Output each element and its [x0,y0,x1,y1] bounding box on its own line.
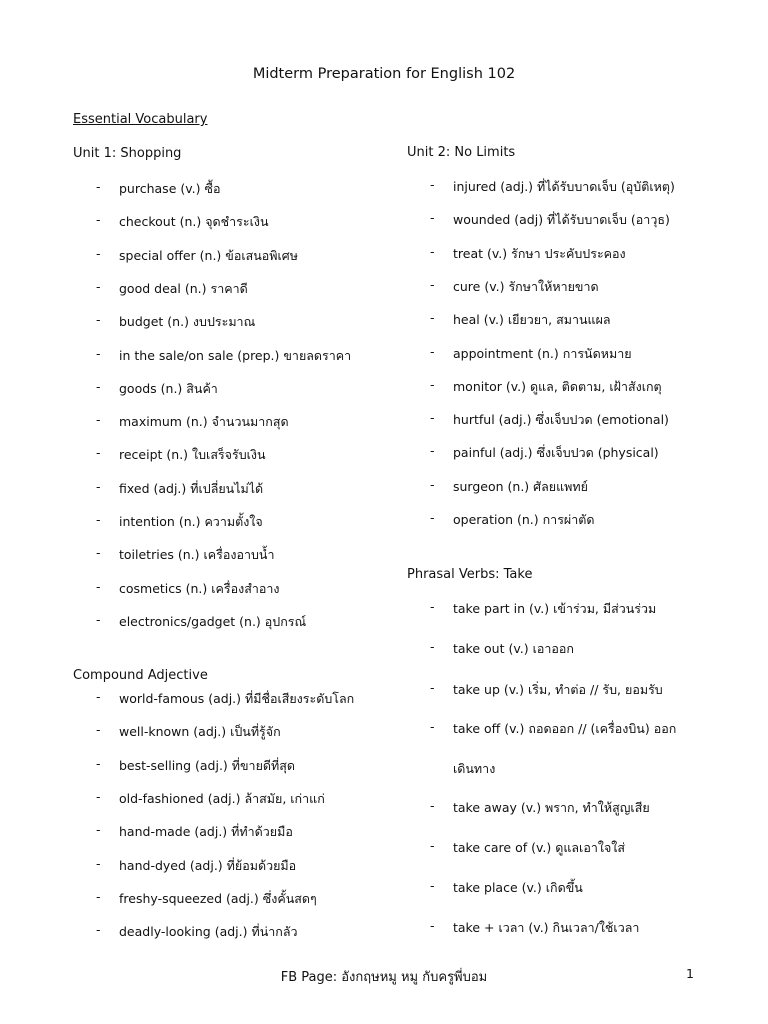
bullet-dash: - [96,788,101,804]
list-item-text: take care of (v.) ดูแลเอาใจใส่ [453,840,626,855]
bullet-dash: - [430,719,435,734]
bullet-dash: - [430,443,435,459]
bullet-dash: - [96,179,101,194]
list-item-text: surgeon (n.) ศัลยแพทย์ [453,478,588,494]
list-item-text: freshy-squeezed (adj.) ซึ่งคั้นสดๆ [119,890,317,906]
bullet-dash: - [96,478,101,494]
bullet-dash: - [430,680,435,695]
bullet-dash: - [430,310,435,326]
compound-heading: Compound Adjective [73,668,208,683]
bullet-dash: - [96,689,101,704]
bullet-dash: - [430,599,435,614]
list-item-text: purchase (v.) ซื้อ [119,181,221,196]
list-item-text: electronics/gadget (n.) อุปกรณ์ [119,613,307,629]
list-item-text: deadly-looking (adj.) ที่น่ากลัว [119,924,298,940]
list-item-text: fixed (adj.) ที่เปลี่ยนไม่ได้ [119,480,264,496]
list-item-text: good deal (n.) ราคาดี [119,280,248,296]
bullet-dash: - [430,510,435,525]
list-item-text: take away (v.) พราก, ทำให้สูญเสีย [453,800,650,815]
list-item-text: appointment (n.) การนัดหมาย [453,345,632,361]
list-item-text: wounded (adj) ที่ได้รับบาดเจ็บ (อาวุธ) [453,212,670,228]
bullet-dash: - [96,888,101,904]
bullet-dash: - [96,378,101,394]
bullet-dash: - [96,245,101,261]
bullet-dash: - [96,855,101,871]
bullet-dash: - [430,798,435,813]
list-item-continuation: เดินทาง [453,761,496,776]
list-item-text: best-selling (adj.) ที่ขายดีที่สุด [119,757,296,773]
list-item-text: hand-made (adj.) ที่ทำด้วยมือ [119,824,293,840]
section-heading: Essential Vocabulary [73,112,208,127]
bullet-dash: - [96,212,101,228]
list-item-text: checkout (n.) จุดชำระเงิน [119,214,269,230]
list-item-text: treat (v.) รักษา ประคับประคอง [453,245,626,261]
bullet-dash: - [96,722,101,738]
list-item-text: monitor (v.) ดูแล, ติดตาม, เฝ้าสังเกตุ [453,378,662,394]
bullet-dash: - [96,278,101,294]
bullet-dash: - [96,755,101,771]
list-item-text: intention (n.) ความตั้งใจ [119,514,263,529]
bullet-dash: - [96,822,101,838]
footer: FB Page: อังกฤษหมู หมู กับครูพี่บอม [280,970,488,985]
list-item-text: hand-dyed (adj.) ที่ย้อมด้วยมือ [119,857,297,873]
list-item-text: heal (v.) เยียวยา, สมานแผล [453,312,611,328]
bullet-dash: - [430,639,435,654]
phrasal-heading: Phrasal Verbs: Take [407,567,533,582]
bullet-dash: - [96,578,101,594]
list-item-text: take up (v.) เริ่ม, ทำต่อ // รับ, ยอมรับ [453,682,663,697]
bullet-dash: - [430,410,435,426]
list-item-text: budget (n.) งบประมาณ [119,314,256,330]
list-item-text: take off (v.) ถอดออก // (เครื่องบิน) ออก [453,721,677,736]
bullet-dash: - [430,918,435,933]
list-item-text: in the sale/on sale (prep.) ขายลดราคา [119,347,352,363]
list-item-text: goods (n.) สินค้า [119,380,218,396]
list-item-text: toiletries (n.) เครื่องอาบน้ำ [119,547,275,563]
bullet-dash: - [430,177,435,192]
bullet-dash: - [96,312,101,328]
bullet-dash: - [96,445,101,461]
bullet-dash: - [430,838,435,853]
unit2-heading: Unit 2: No Limits [407,145,516,160]
bullet-dash: - [96,345,101,361]
list-item-text: maximum (n.) จำนวนมากสุด [119,414,289,430]
list-item-text: painful (adj.) ซึ่งเจ็บปวด (physical) [453,445,659,461]
list-item-text: well-known (adj.) เป็นที่รู้จัก [119,724,281,740]
bullet-dash: - [430,878,435,893]
bullet-dash: - [96,512,101,527]
list-item-text: receipt (n.) ใบเสร็จรับเงิน [119,447,266,463]
list-item-text: special offer (n.) ข้อเสนอพิเศษ [119,247,298,263]
list-item-text: world-famous (adj.) ที่มีชื่อเสียงระดับโลก [119,691,355,706]
list-item-text: hurtful (adj.) ซึ่งเจ็บปวด (emotional) [453,412,669,428]
bullet-dash: - [430,210,435,226]
page-title: Midterm Preparation for English 102 [252,66,516,82]
list-item-text: injured (adj.) ที่ได้รับบาดเจ็บ (อุบัติเหตุ) [453,179,675,194]
bullet-dash: - [96,412,101,428]
unit1-heading: Unit 1: Shopping [73,146,182,161]
list-item-text: old-fashioned (adj.) ล้าสมัย, เก่าแก่ [119,790,325,806]
list-item-text: operation (n.) การผ่าตัด [453,512,595,527]
page-number: 1 [686,966,694,981]
bullet-dash: - [430,476,435,492]
bullet-dash: - [430,343,435,359]
list-item-text: cosmetics (n.) เครื่องสำอาง [119,580,280,596]
bullet-dash: - [430,376,435,392]
bullet-dash: - [96,611,101,627]
list-item-text: cure (v.) รักษาให้หายขาด [453,278,599,294]
list-item-text: take + เวลา (v.) กินเวลา/ใช้เวลา [453,920,640,935]
bullet-dash: - [96,922,101,938]
list-item-text: take out (v.) เอาออก [453,641,574,656]
bullet-dash: - [430,243,435,259]
bullet-dash: - [96,545,101,561]
bullet-dash: - [430,276,435,292]
list-item-text: take part in (v.) เข้าร่วม, มีส่วนร่วม [453,601,657,616]
list-item-text: take place (v.) เกิดขึ้น [453,880,583,895]
